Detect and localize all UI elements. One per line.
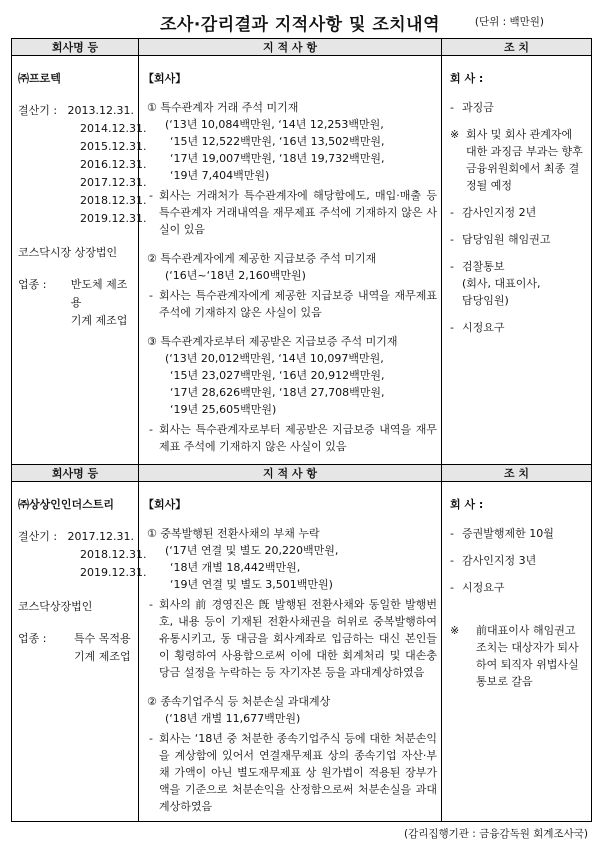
action-sub: 담당임원) <box>462 294 509 307</box>
header-actions: 조 치 <box>442 465 592 482</box>
header-findings: 지 적 사 항 <box>139 465 442 482</box>
finding-item: ③ 특수관계자로부터 제공받은 지급보증 주석 미기재 (‘13년 20,012백만원, ‘14년 10,097백만원, ‘15년 23,027백만원, ‘16년 20,912백만원, ‘17년 28,626백만원, ‘18년 27,708백만원, ‘19년 25,605백만원) - 회사는 특수관계자로부터 제공받은 지급보증 내역을 재무제표 주석에 기재하지 않은 사실이 있음 <box>147 335 437 453</box>
action-item: 감사인지정 3년 <box>462 554 537 567</box>
action-item: 담당임원 해임권고 <box>462 233 551 246</box>
company-name: ㈜상상인인더스트리 <box>18 498 115 511</box>
finding-item: ② 종속기업주식 등 처분손실 과대계상 (‘18년 개별 11,677백만원) - 회사는 ‘18년 중 처분한 종속기업주식 등에 대한 처분손익을 계상함에 있어서 연결재무제표 상의 종속기업 자산·부채 가액이 아닌 별도재무제표 상 원가법이 적용된 장부가액을 기준으로 처분손익을 산정함으로써 처분손실을 과대계상하였음 <box>147 695 437 813</box>
settlement-label: 결산기 : <box>18 104 58 117</box>
action-mark: ※ <box>450 624 460 637</box>
business-line: 반도체 제조용 <box>70 278 128 309</box>
finding-item: ① 중복발행된 전환사채의 부채 누락 (‘17년 연결 및 별도 20,220백만원, ‘18년 개별 18,442백만원, ‘19년 연결 및 별도 3,501백만원) - 회사의 前 경영진은 旣 발행된 전환사채와 동일한 발행번호, 내용 등이 기재된 전환사채권을 허위로 중복발행하여 유통시키고, 동 대금을 회사계좌로 입금하는 대신 본인들이 횡령하여 사용함으로써 이에 대한 회계처리 및 대손충당금 설정을 누락하는 등 자기자본 등을 과대계상하였음 <box>147 527 437 679</box>
business-type <box>18 630 134 666</box>
finding-note: 회사의 前 경영진은 旣 발행된 전환사채와 동일한 발행번호, 내용 등이 기재된 전환사채권을 허위로 중복발행하여 유통시키고, 동 대금을 회사계좌로 입금하는 대신 본인들이 횡령하여 사용함으로써 이에 대한 회계처리 및 대손충당금 설정을 누락하는 등 자기자본 등을 과대계상하였음 <box>159 598 437 679</box>
business-label: 업종 : <box>18 632 47 645</box>
header-actions: 조 치 <box>442 39 592 56</box>
settlement-dates <box>18 102 147 228</box>
action-header: 회 사 : <box>450 72 484 85</box>
action-item: 감사인지정 2년 <box>462 206 537 219</box>
finding-value: (‘18년 개별 11,677백만원) <box>165 712 301 725</box>
action-mark: - <box>450 206 454 219</box>
finding-value: ‘19년 7,404백만원) <box>170 169 270 182</box>
settlement-date: 2015.12.31. <box>80 140 147 153</box>
finding-value: ‘15년 23,027백만원, ‘16년 20,912백만원, <box>170 369 385 382</box>
finding-note: 회사는 ‘18년 중 처분한 종속기업주식 등에 대한 처분손익을 계상함에 있어서 연결재무제표 상의 종속기업 자산·부채 가액이 아닌 별도재무제표 상 원가법이 적용된 장부가액을 기준으로 처분손익을 산정함으로써 처분손실을 과대계상하였음 <box>159 732 437 813</box>
finding-title: ② 특수관계자에게 제공한 지급보증 주석 미기재 <box>147 252 377 265</box>
finding-value: ‘19년 25,605백만원) <box>170 403 277 416</box>
finding-item: ② 특수관계자에게 제공한 지급보증 주석 미기재 (‘16년~‘18년 2,160백만원) - 회사는 특수관계자에게 제공한 지급보증 내역을 재무제표 주석에 기재하지 않은 사실이 있음 <box>147 252 437 319</box>
action-item: 시정요구 <box>462 321 505 334</box>
finding-title: ① 중복발행된 전환사채의 부채 누락 <box>147 527 320 540</box>
action-mark: ※ <box>450 128 460 141</box>
finding-value: ‘19년 연결 및 별도 3,501백만원) <box>170 578 333 591</box>
company-name: ㈜프로텍 <box>18 72 61 85</box>
business-label: 업종 : <box>18 278 47 291</box>
finding-value: ‘18년 개별 18,442백만원, <box>170 561 301 574</box>
action-mark: - <box>450 554 454 567</box>
header-findings: 지 적 사 항 <box>139 39 442 56</box>
settlement-date: 2019.12.31. <box>80 212 147 225</box>
section-sangsangin <box>11 464 592 822</box>
finding-value: ‘17년 19,007백만원, ‘18년 19,732백만원, <box>170 152 385 165</box>
actions-cell <box>442 482 592 822</box>
settlement-dates <box>18 528 147 582</box>
settlement-date: 2014.12.31. <box>80 122 147 135</box>
finding-note: 회사는 특수관계자에게 제공한 지급보증 내역을 재무제표 주석에 기재하지 않은 사실이 있음 <box>159 289 437 319</box>
settlement-date: 2019.12.31. <box>80 566 147 579</box>
finding-value: (‘13년 10,084백만원, ‘14년 12,253백만원, <box>165 118 384 131</box>
action-item: 과징금 <box>462 101 494 114</box>
findings-cell <box>139 56 442 468</box>
finding-value: (‘17년 연결 및 별도 20,220백만원, <box>165 544 339 557</box>
action-mark: - <box>450 101 454 114</box>
finding-value: (‘13년 20,012백만원, ‘14년 10,097백만원, <box>165 352 384 365</box>
business-line: 특수 목적용 <box>74 632 131 645</box>
business-line: 기계 제조업 <box>74 650 131 663</box>
finding-title: ① 특수관계자 거래 주석 미기재 <box>147 101 299 114</box>
finding-title: ② 종속기업주식 등 처분손실 과대계상 <box>147 695 331 708</box>
action-item: 시정요구 <box>462 581 505 594</box>
settlement-date: 2016.12.31. <box>80 158 147 171</box>
finding-value: ‘15년 12,522백만원, ‘16년 13,502백만원, <box>170 135 385 148</box>
action-mark: - <box>450 321 454 334</box>
action-note: 회사 및 회사 관계자에 대한 과징금 부과는 향후 금융위원회에서 최종 결정될 예정 <box>466 128 583 192</box>
finding-note: 회사는 특수관계자로부터 제공받은 지급보증 내역을 재무제표 주석에 기재하지 않은 사실이 있음 <box>159 423 437 453</box>
unit-label: (단위 : 백만원) <box>474 16 544 28</box>
actions-cell <box>442 56 592 468</box>
company-cell <box>12 482 147 822</box>
market-type: 코스닥시장 상장법인 <box>18 246 118 259</box>
settlement-date: 2017.12.31. <box>67 530 134 543</box>
settlement-date: 2017.12.31. <box>80 176 147 189</box>
action-item: 검찰통보 <box>462 260 505 273</box>
settlement-label: 결산기 : <box>18 530 58 543</box>
findings-cell <box>139 482 442 822</box>
finding-value: ‘17년 28,626백만원, ‘18년 27,708백만원, <box>170 386 385 399</box>
action-mark: - <box>450 260 454 273</box>
market-type: 코스닥상장법인 <box>18 600 93 613</box>
settlement-date: 2013.12.31. <box>67 104 134 117</box>
action-mark: - <box>450 233 454 246</box>
company-cell <box>12 56 147 468</box>
settlement-date: 2018.12.31. <box>80 194 147 207</box>
section-protec <box>11 38 592 468</box>
settlement-date: 2018.12.31. <box>80 548 147 561</box>
finding-note: 회사는 거래처가 특수관계자에 해당함에도, 매입·매출 등 특수관계자 거래내역을 재무제표 주석에 기재하지 않은 사실이 있음 <box>159 189 437 236</box>
header-company: 회사명 등 <box>12 39 139 56</box>
action-note: 前대표이사 해임권고 조치는 대상자가 퇴사하여 퇴직자 위법사실 통보로 갈음 <box>476 624 579 688</box>
finding-value: (‘16년~‘18년 2,160백만원) <box>165 269 306 282</box>
finding-header: 【회사】 <box>143 72 187 85</box>
business-line: 기계 제조업 <box>70 314 128 327</box>
business-type <box>18 276 134 330</box>
header-company: 회사명 등 <box>12 465 139 482</box>
page-title: 조사·감리결과 지적사항 및 조치내역 <box>159 15 441 35</box>
action-item: 증권발행제한 10월 <box>462 527 554 540</box>
footer-agency: (감리집행기관 : 금융감독원 회계조사국) <box>403 828 588 840</box>
action-sub: (회사, 대표이사, <box>462 277 541 290</box>
finding-header: 【회사】 <box>143 498 187 511</box>
action-header: 회 사 : <box>450 498 484 511</box>
finding-item: ① 특수관계자 거래 주석 미기재 (‘13년 10,084백만원, ‘14년 12,253백만원, ‘15년 12,522백만원, ‘16년 13,502백만원, ‘17년 19,007백만원, ‘18년 19,732백만원, ‘19년 7,404백만원) - 회사는 거래처가 특수관계자에 해당함에도, 매입·매출 등 특수관계자 거래내역을 재무제표 주석에 기재하지 않은 사실이 있음 <box>147 101 437 236</box>
finding-title: ③ 특수관계자로부터 제공받은 지급보증 주석 미기재 <box>147 335 398 348</box>
action-mark: - <box>450 581 454 594</box>
action-mark: - <box>450 527 454 540</box>
